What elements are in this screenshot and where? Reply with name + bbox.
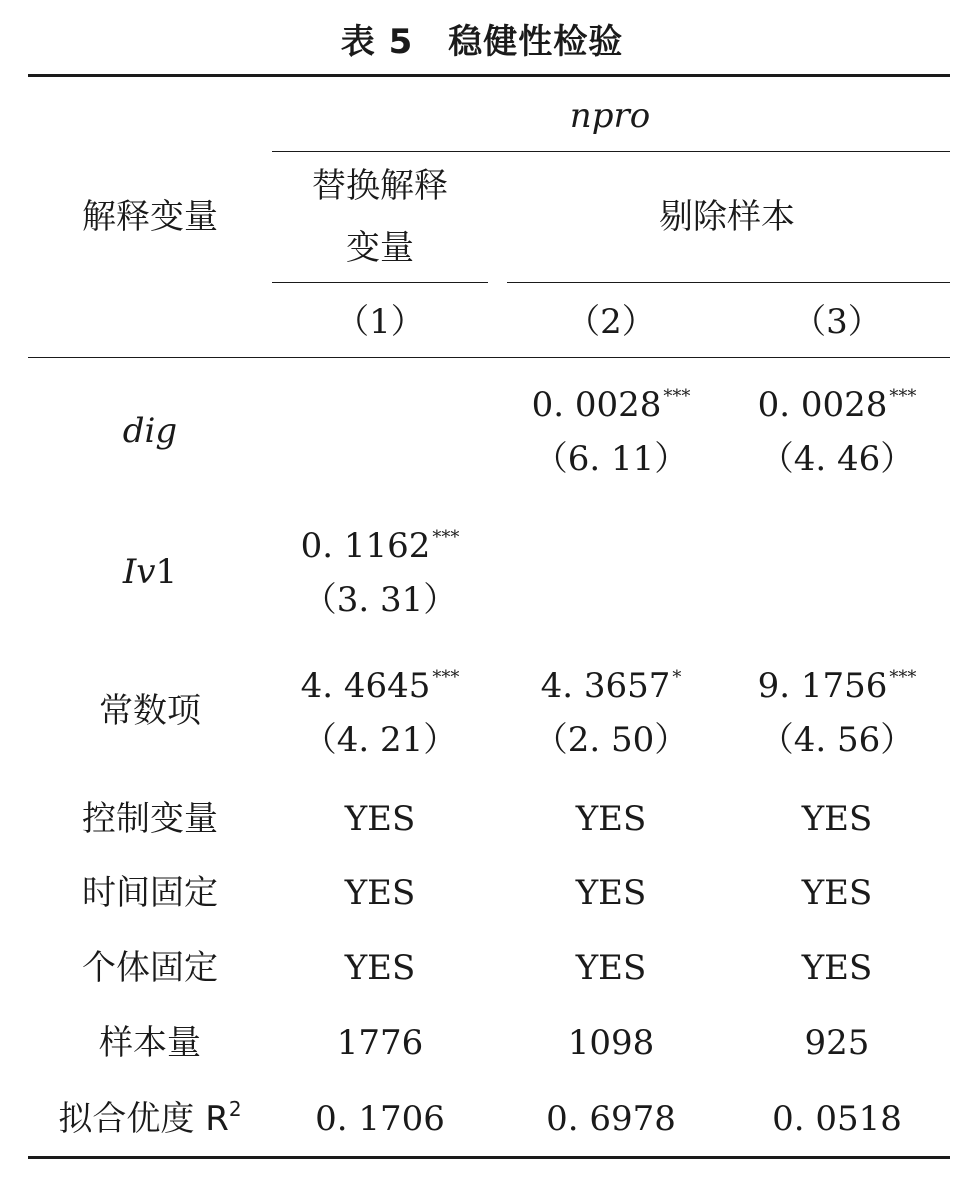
col2-number: （2）: [566, 302, 656, 342]
individual-fe-col2: YES: [575, 948, 647, 988]
group1-label-line2: 变量: [346, 228, 414, 268]
row-label-dig: dig: [122, 411, 178, 451]
dependent-span-rule: [272, 151, 950, 152]
significance-stars: ***: [889, 667, 917, 688]
row-label-r-squared: [30, 1099, 270, 1143]
row-label-constant: 常数项: [99, 691, 201, 731]
time-fe-col2: YES: [575, 873, 647, 913]
dig-col2-coef: [506, 385, 716, 431]
const-col1-tstat: （4. 21）: [302, 720, 458, 760]
row-label-iv1: [30, 552, 270, 592]
dependent-variable-label: npro: [569, 96, 651, 136]
controls-col2: YES: [575, 799, 647, 839]
iv1-col1-coef: [272, 526, 488, 572]
group2-label: 剔除样本: [659, 197, 795, 237]
stub-header: 解释变量: [82, 197, 218, 237]
const-col3-tstat: （4. 56）: [759, 720, 915, 760]
significance-stars: *: [672, 667, 682, 688]
iv1-col1-tstat: （3. 31）: [302, 580, 458, 620]
individual-fe-col3: YES: [801, 948, 873, 988]
r-squared-col1: 0. 1706: [315, 1099, 445, 1139]
sample-size-col2: 1098: [567, 1023, 655, 1063]
const-col3-coef: [726, 666, 948, 712]
significance-stars: ***: [663, 386, 691, 407]
iv1-label-number: 1: [155, 552, 178, 592]
col1-number: （1）: [335, 302, 425, 342]
time-fe-col3: YES: [801, 873, 873, 913]
dig-col3-tstat: （4. 46）: [759, 439, 915, 479]
row-label-individual-fe: 个体固定: [82, 948, 218, 988]
row-label-sample-size: 样本量: [99, 1023, 201, 1063]
coef-value: 9. 1756: [757, 666, 888, 706]
coef-value: 0. 1162: [300, 526, 431, 566]
col3-number: （3）: [792, 302, 882, 342]
coef-value: 0. 0028: [757, 385, 888, 425]
coef-value: 4. 4645: [300, 666, 431, 706]
row-label-time-fe: 时间固定: [82, 873, 218, 913]
dig-col3-coef: [726, 385, 948, 431]
const-col1-coef: [272, 666, 488, 712]
group1-label-line1: 替换解释: [312, 166, 448, 206]
controls-col3: YES: [801, 799, 873, 839]
significance-stars: ***: [432, 527, 460, 548]
sample-size-col1: 1776: [336, 1023, 424, 1063]
r2-label-superscript: 2: [228, 1097, 242, 1121]
coef-value: 4. 3657: [540, 666, 671, 706]
r-squared-col2: 0. 6978: [546, 1099, 676, 1139]
table-title: 表 5 稳健性检验: [340, 22, 624, 62]
row-label-controls: 控制变量: [82, 799, 218, 839]
const-col2-tstat: （2. 50）: [533, 720, 689, 760]
bottom-rule: [28, 1156, 950, 1159]
r2-label-text: 拟合优度 R: [58, 1099, 229, 1139]
sample-size-col3: 925: [804, 1023, 870, 1063]
significance-stars: ***: [889, 386, 917, 407]
significance-stars: ***: [432, 667, 460, 688]
coef-value: 0. 0028: [531, 385, 662, 425]
time-fe-col1: YES: [344, 873, 416, 913]
top-rule: [28, 74, 950, 77]
individual-fe-col1: YES: [344, 948, 416, 988]
dig-col2-tstat: （6. 11）: [533, 439, 689, 479]
group1-rule: [272, 282, 488, 283]
group2-rule: [507, 282, 950, 283]
iv1-label-italic: Iv: [122, 552, 156, 592]
r-squared-col3: 0. 0518: [772, 1099, 902, 1139]
const-col2-coef: [506, 666, 716, 712]
header-bottom-rule: [28, 357, 950, 358]
controls-col1: YES: [344, 799, 416, 839]
